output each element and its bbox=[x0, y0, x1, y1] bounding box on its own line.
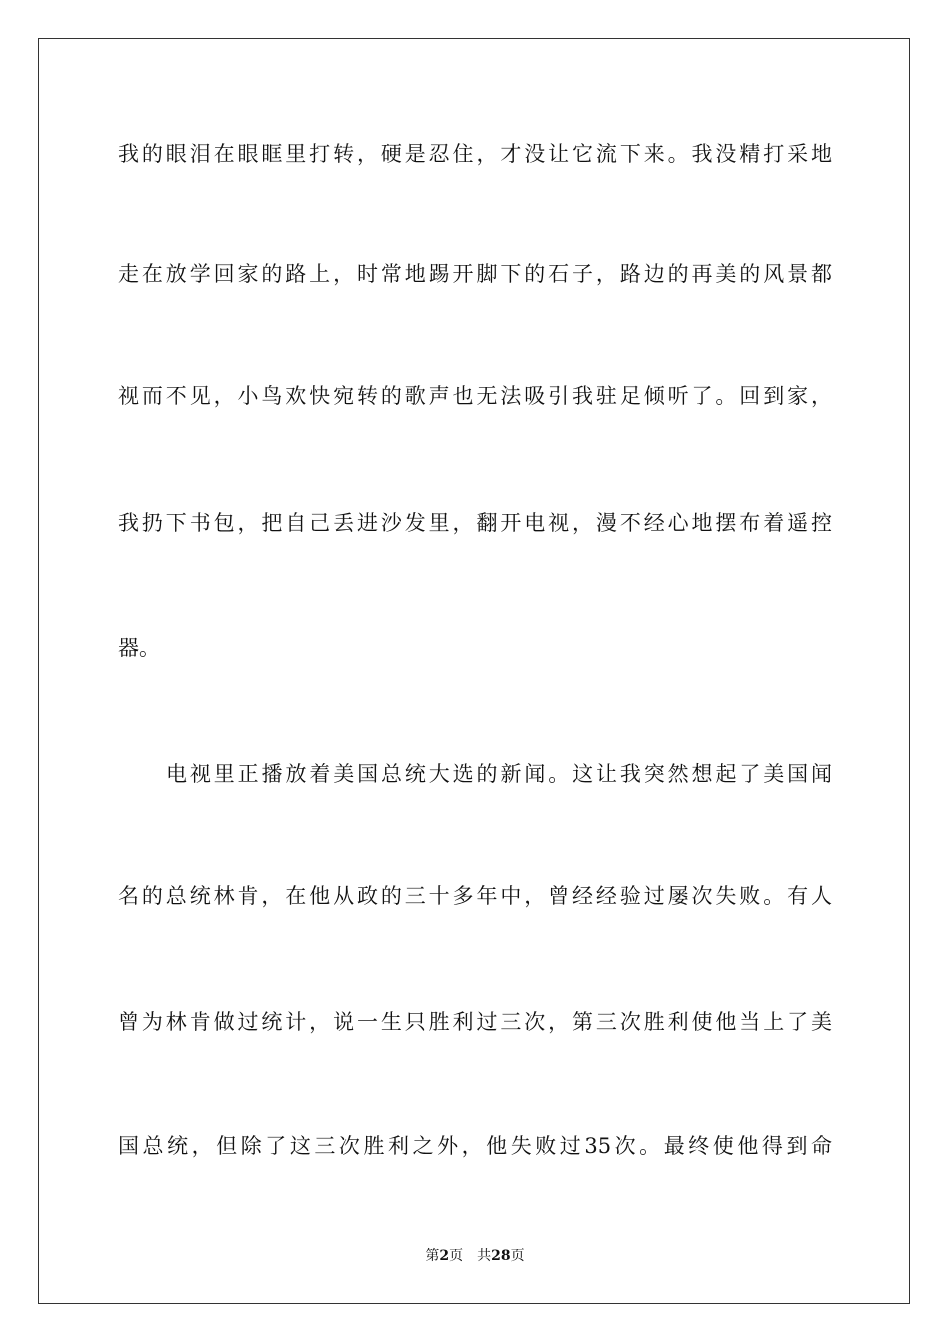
text-line: 名的总统林肯，在他从政的三十多年中，曾经经验过屡次失败。有人 bbox=[118, 884, 832, 908]
text-line: 国总统，但除了这三次胜利之外，他失败过35次。最终使他得到命 bbox=[118, 1134, 832, 1158]
paragraph-first-line: 电视里正播放着美国总统大选的新闻。这让我突然想起了美国闻 bbox=[166, 762, 832, 786]
page-footer bbox=[0, 1246, 950, 1266]
text-line: 视而不见，小鸟欢快宛转的歌声也无法吸引我驻足倾听了。回到家， bbox=[118, 384, 832, 408]
page-number: 2 bbox=[439, 1248, 450, 1264]
total-pages: 28 bbox=[491, 1248, 511, 1264]
text-line: 曾为林肯做过统计，说一生只胜利过三次，第三次胜利使他当上了美 bbox=[118, 1010, 832, 1034]
text-line: 我扔下书包，把自己丢进沙发里，翻开电视，漫不经心地摆布着遥控 bbox=[118, 511, 832, 535]
text-line: 走在放学回家的路上，时常地踢开脚下的石子，路边的再美的风景都 bbox=[118, 262, 832, 286]
page-prefix: 第 bbox=[425, 1248, 440, 1264]
text-line: 器。 bbox=[118, 636, 160, 660]
total-suffix: 页 bbox=[510, 1248, 525, 1264]
page-border bbox=[38, 38, 910, 1304]
total-prefix: 共 bbox=[477, 1248, 492, 1264]
text-line: 我的眼泪在眼眶里打转，硬是忍住，才没让它流下来。我没精打采地 bbox=[118, 142, 832, 166]
page-suffix: 页 bbox=[449, 1248, 464, 1264]
